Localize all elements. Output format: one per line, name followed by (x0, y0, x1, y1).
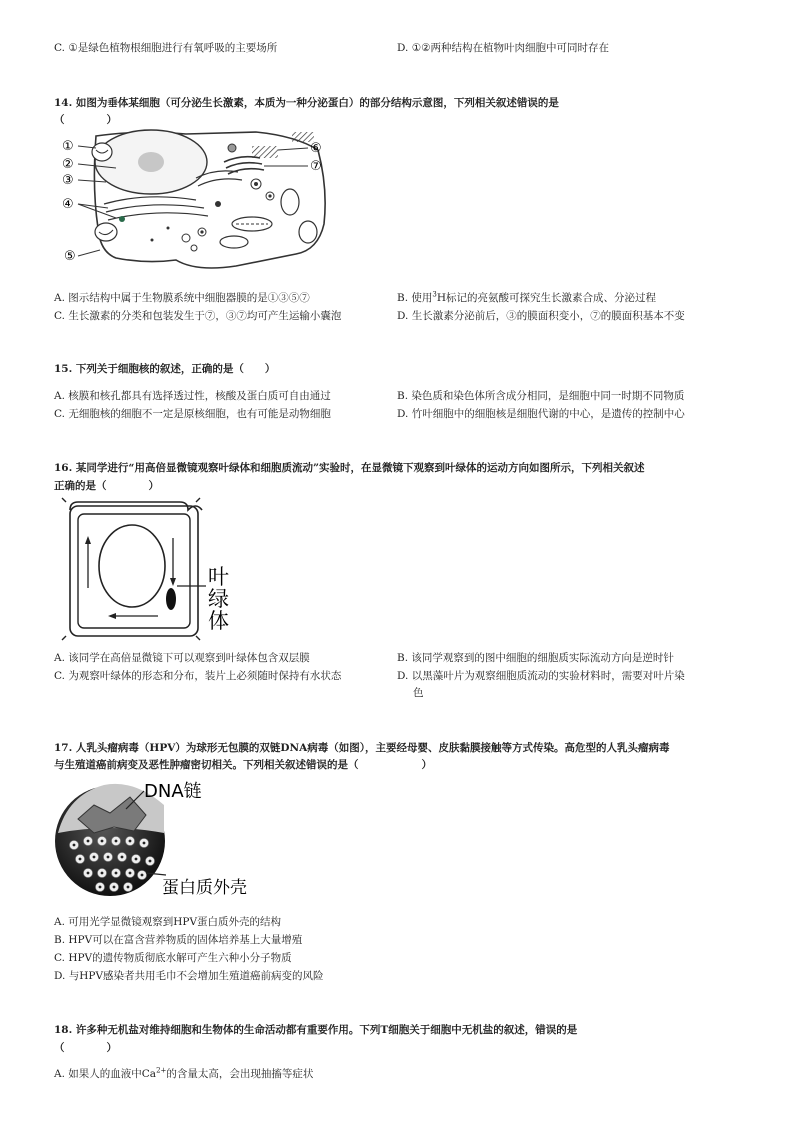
q17-label-shell: 蛋白质外壳 (162, 878, 247, 898)
q14-option-b: B. 使用$^3$H标记的亮氨酸可探究生长激素合成、分泌过程 (397, 290, 657, 304)
q14-label-7: ⑦ (310, 159, 322, 174)
q14-stem: 14. 如图为垂体某细胞（可分泌生长激素，本质为一种分泌蛋白）的部分结构示意图，下列相关叙述错误的是 (54, 97, 559, 109)
q15-option-b: B. 染色质和染色体所含成分相同，是细胞中同一时期不同物质 (397, 390, 685, 402)
prev-option-c: C. ①是绿色植物根细胞进行有氧呼吸的主要场所 (54, 42, 278, 54)
prev-option-d: D. ①②两种结构在植物叶肉细胞中可同时存在 (397, 42, 610, 54)
q16-option-d-line2: 色 (413, 687, 424, 699)
q17-option-d: D. 与HPV感染者共用毛巾不会增加生殖道癌前病变的风险 (54, 970, 324, 982)
q17-label-dna: DNA链 (144, 781, 202, 802)
q16-option-b: B. 该同学观察到的图中细胞的细胞质实际流动方向是逆时针 (397, 652, 674, 664)
q14-label-5: ⑤ (64, 249, 76, 264)
q17-option-c: C. HPV的遗传物质彻底水解可产生六种小分子物质 (54, 952, 292, 964)
q15-option-d: D. 竹叶细胞中的细胞核是细胞代谢的中心，是遗传的控制中心 (397, 408, 685, 420)
q14-label-2: ② (62, 157, 74, 172)
q17-option-b: B. HPV可以在富含营养物质的固体培养基上大量增殖 (54, 934, 303, 946)
q17-option-a: A. 可用光学显微镜观察到HPV蛋白质外壳的结构 (54, 916, 282, 928)
q16-chloroplast-figure (60, 496, 260, 642)
q15-option-a: A. 核膜和核孔都具有选择透过性，核酸及蛋白质可自由通过 (54, 390, 331, 402)
q17-stem-line1: 17. 人乳头瘤病毒（HPV）为球形无包膜的双链DNA病毒（如图），主要经母婴、皮肤黏膜接触等方式传染。高危型的人乳头瘤病毒 (54, 742, 670, 754)
q16-label-char-2: 绿 (208, 587, 229, 611)
q14-label-4: ④ (62, 197, 74, 212)
q14-option-d: D. 生长激素分泌前后，③的膜面积变小，⑦的膜面积基本不变 (397, 310, 685, 322)
q16-stem-line2: 正确的是（ ） (54, 480, 159, 492)
q14-label-3: ③ (62, 173, 74, 188)
q16-stem-line1: 16. 某同学进行“用高倍显微镜观察叶绿体和细胞质流动”实验时，在显微镜下观察到叶绿体的运动方向如图所示，下列相关叙述 (54, 462, 645, 474)
q14-label-1: ① (62, 139, 74, 154)
q16-label-char-1: 叶 (208, 565, 229, 589)
q16-option-c: C. 为观察叶绿体的形态和分布，装片上必须随时保持有水状态 (54, 670, 342, 682)
q15-stem: 15. 下列关于细胞核的叙述，正确的是（ ） (54, 363, 276, 375)
q17-hpv-figure (54, 775, 264, 905)
q14-label-6: ⑥ (310, 141, 322, 156)
q16-option-a: A. 该同学在高倍显微镜下可以观察到叶绿体包含双层膜 (54, 652, 310, 664)
q18-stem: 18. 许多种无机盐对维持细胞和生物体的生命活动都有重要作用。下列T细胞关于细胞中无机盐的叙述，错误的是 (54, 1024, 578, 1036)
q16-label-char-3: 体 (208, 609, 229, 633)
q14-option-a: A. 图示结构中属于生物膜系统中细胞器膜的是①③⑤⑦ (54, 292, 310, 304)
q18-blank: （ ） (54, 1042, 117, 1054)
q15-option-c: C. 无细胞核的细胞不一定是原核细胞，也有可能是动物细胞 (54, 408, 331, 420)
q18-option-a: A. 如果人的血液中$Ca^{2+}$的含量太高，会出现抽搐等症状 (54, 1066, 314, 1080)
q17-stem-line2: 与生殖道癌前病变及恶性肿瘤密切相关。下列相关叙述错误的是（ ） (54, 759, 432, 771)
q14-blank: （ ） (54, 114, 117, 126)
q16-option-d-line1: D. 以黑藻叶片为观察细胞质流动的实验材料时，需要对叶片染 (397, 670, 685, 682)
q14-option-c: C. 生长激素的分类和包装发生于⑦，③⑦均可产生运输小囊泡 (54, 310, 342, 322)
q14-cell-figure (56, 128, 346, 276)
